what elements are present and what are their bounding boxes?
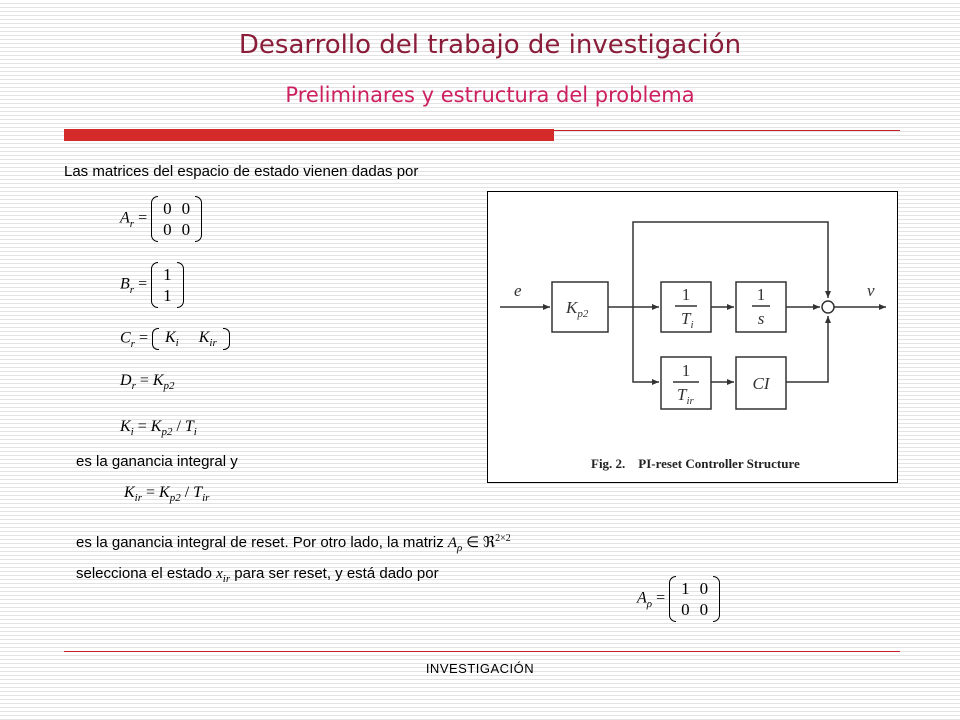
summing-junction (822, 301, 834, 313)
footer-rule (64, 651, 900, 652)
tir-numerator: 1 (681, 361, 691, 380)
intro-text: Las matrices del espacio de estado vienen dadas por (64, 163, 419, 180)
equation-ar: $A_r$ = 0 0 0 0 (120, 196, 202, 242)
tir-denominator: $T_{ir}$ (677, 385, 694, 407)
equation-kir: $K_{ir} = K_{p2} / T_{ir}$ (124, 484, 210, 505)
s-numerator: 1 (756, 285, 766, 304)
selection-text: selecciona el estado $x_{ir}$ para ser reset, y está dado por (76, 565, 439, 585)
title-underline-bar (64, 129, 554, 141)
figure-caption: Fig. 2. PI-reset Controller Structure (591, 456, 800, 471)
ti-numerator: 1 (681, 285, 691, 304)
equation-dr: $D_r = K_{p2}$ (120, 372, 175, 393)
block-diagram (488, 192, 897, 482)
ci-to-sum-path (786, 316, 828, 382)
slide-subtitle: Preliminares y estructura del problema (285, 83, 695, 107)
inline-arho-membership: $A_\rho$ ∈ ℜ$^{2\times 2}$ (447, 533, 511, 554)
footer-text: INVESTIGACIÓN (425, 661, 535, 676)
pi-reset-figure (487, 191, 898, 483)
lower-branch-path (633, 307, 659, 382)
equation-cr: $C_r$ = $K_i$ $K_{ir}$ (120, 328, 230, 350)
ki-description: es la ganancia integral y (76, 453, 238, 470)
ci-label: CI (752, 374, 770, 393)
input-label: e (514, 281, 522, 300)
output-label: v (867, 281, 875, 300)
kir-description: es la ganancia integral de reset. Por otro lado, la matriz $A_\rho$ ∈ ℜ$^{2\times 2}$ (76, 533, 511, 554)
kp2-block (552, 282, 608, 332)
equation-ki: $K_i = K_{p2} / T_i$ (120, 418, 197, 439)
title-underline-rule (554, 130, 900, 131)
ti-denominator: $T_i$ (681, 309, 694, 331)
feedthrough-path (633, 222, 828, 307)
matrix-cr: $K_i$ $K_{ir}$ (152, 328, 230, 350)
kp2-label: $K_{p2}$ (566, 298, 589, 320)
slide-title: Desarrollo del trabajo de investigación (238, 30, 742, 60)
equation-br: $B_r$ = 1 1 (120, 262, 184, 308)
matrix-ar: 0 0 0 0 (151, 196, 202, 242)
equation-arho: $A_\rho$ = 1 0 0 0 (637, 576, 720, 622)
matrix-br: 1 1 (151, 262, 184, 308)
matrix-arho: 1 0 0 0 (669, 576, 720, 622)
s-denominator: s (757, 309, 765, 328)
